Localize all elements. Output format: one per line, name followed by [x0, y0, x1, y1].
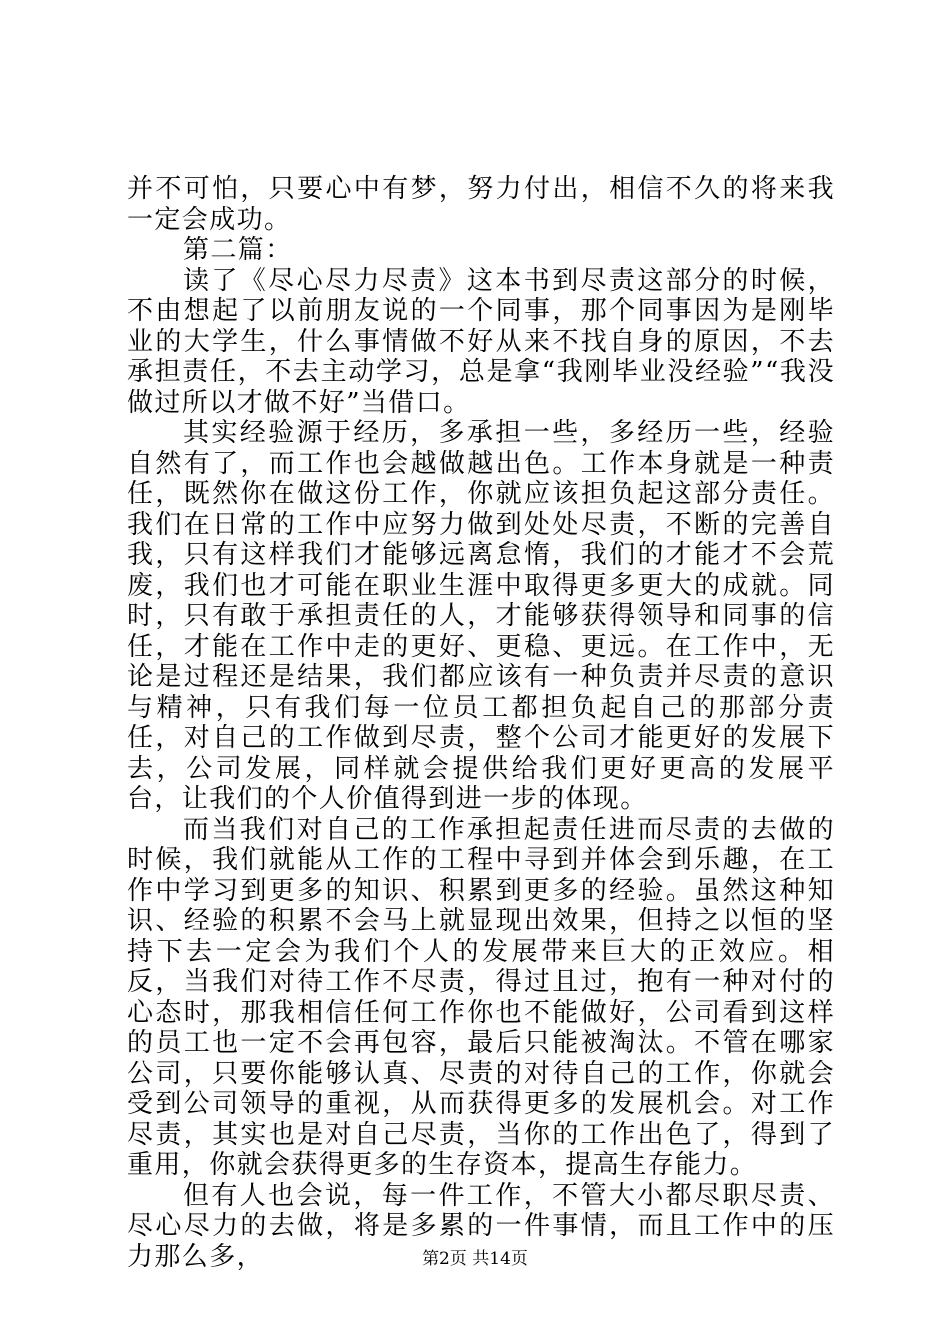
document-body: [127, 174, 835, 1272]
paragraph-continuation: 并不可怕，只要心中有梦，努力付出，相信不久的将来我一定会成功。: [127, 174, 835, 235]
paragraph: 读了《尽心尽力尽责》这本书到尽责这部分的时候，不由想起了以前朋友说的一个同事，那个同事因为是刚毕业的大学生，什么事情做不好从来不找自身的原因，不去承担责任，不去主动学习，总是拿“我刚毕业没经验”“我没做过所以才做不好”当借口。: [127, 265, 835, 418]
paragraph: 其实经验源于经历，多承担一些，多经历一些，经验自然有了，而工作也会越做越出色。工作本身就是一种责任，既然你在做这份工作，你就应该担负起这部分责任。我们在日常的工作中应努力做到处处尽责，不断的完善自我，只有这样我们才能够远离怠惰，我们的才能才不会荒废，我们也才可能在职业生涯中取得更多更大的成就。同时，只有敢于承担责任的人，才能够获得领导和同事的信任，才能在工作中走的更好、更稳、更远。在工作中，无论是过程还是结果，我们都应该有一种负责并尽责的意识与精神，只有我们每一位员工都担负起自己的那部分责任，对自己的工作做到尽责，整个公司才能更好的发展下去，公司发展，同样就会提供给我们更好更高的发展平台，让我们的个人价值得到进一步的体现。: [127, 418, 835, 814]
paragraph: 但有人也会说，每一件工作，不管大小都尽职尽责、尽心尽力的去做，将是多累的一件事情，而且工作中的压力那么多，: [127, 1180, 835, 1272]
section-heading: 第二篇：: [183, 235, 293, 265]
paragraph: 而当我们对自己的工作承担起责任进而尽责的去做的时候，我们就能从工作的工程中寻到并体会到乐趣，在工作中学习到更多的知识、积累到更多的经验。虽然这种知识、经验的积累不会马上就显现出效果，但持之以恒的坚持下去一定会为我们个人的发展带来巨大的正效应。相反，当我们对待工作不尽责，得过且过，抱有一种对付的心态时，那我相信任何工作你也不能做好，公司看到这样的员工也一定不会再包容，最后只能被淘汰。不管在哪家公司，只要你能够认真、尽责的对待自己的工作，你就会受到公司领导的重视，从而获得更多的发展机会。对工作尽责，其实也是对自己尽责，当你的工作出色了，得到了重用，你就会获得更多的生存资本，提高生存能力。: [127, 814, 835, 1180]
page-footer: 第2页 共14页: [422, 1249, 528, 1269]
